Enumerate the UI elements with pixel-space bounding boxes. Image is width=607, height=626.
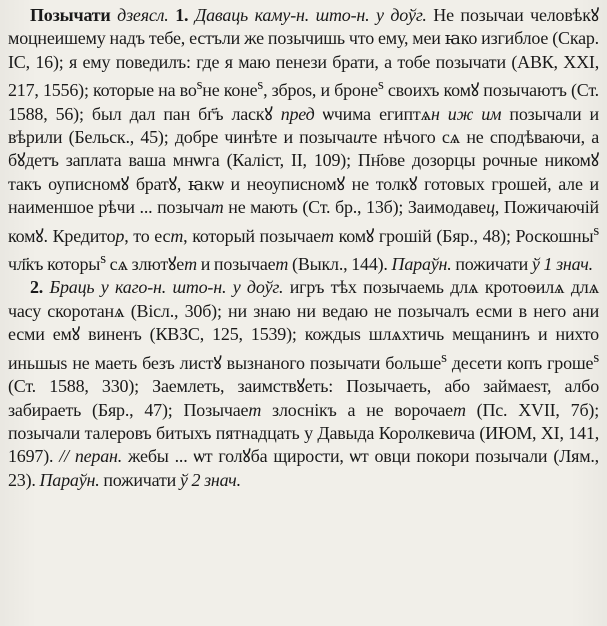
part-of-speech: дзеясл. bbox=[117, 5, 169, 25]
italic-fragment: т bbox=[210, 197, 224, 218]
italic-fragment: т bbox=[248, 399, 262, 420]
entry-sense-1 bbox=[8, 0, 599, 276]
superscript: s bbox=[441, 349, 447, 366]
sense-2-text: (Пс. XVII, 7б); позычали талеровъ битыхъ пятнадцать у Давыда Королкевича (ИЮМ, XI, 141, 1697). bbox=[8, 399, 599, 467]
entry-sense-2 bbox=[8, 276, 599, 492]
superscript: s bbox=[593, 349, 599, 366]
parallel-reference: ў 2 знач. bbox=[179, 469, 241, 490]
italic-fragment: т bbox=[275, 254, 289, 275]
italic-fragment: т bbox=[452, 399, 466, 420]
italic-fragment: р bbox=[115, 225, 125, 246]
sense-1-text: ѡчима египтѧ bbox=[314, 103, 431, 124]
sense-1-text: и позычае bbox=[196, 254, 276, 275]
superscript: s bbox=[196, 77, 203, 94]
italic-fragment: т bbox=[184, 254, 197, 275]
sense-2-text: ѳилѧ длѧ часу скоротанѧ (Вісл., 30б); ни знаю ни ведаю не позычалъ есми в него ани есми емꙋ виненъ (КВЗС, 125, 1539); кождыs шлѧхтичь мещанинъ и нихто иньшыs не маеть безъ листꙋ вызнаного позычати больше bbox=[8, 277, 599, 373]
sense-1-text: , то ес bbox=[124, 225, 171, 246]
sense-1-text: сѧ злютꙋе bbox=[105, 254, 185, 275]
headword: Позычати bbox=[30, 5, 111, 25]
sense-2-text: злоснікъ а не ворочае bbox=[261, 399, 453, 420]
sense-1-text: позычали и вѣрили (Бельск., 45); добре чинѣте и позыча bbox=[8, 103, 599, 148]
italic-fragment: и bbox=[352, 127, 362, 148]
sense-2-text: десети копъ гроше bbox=[446, 352, 594, 373]
sense-1-text: не коне bbox=[202, 80, 258, 101]
sense-1-text: , который позычае bbox=[183, 225, 322, 246]
superscript: s bbox=[100, 251, 106, 268]
sense-1-text: не мають (Ст. бр., 13б); Заимодаве bbox=[223, 197, 487, 218]
sense-1-text: те нѣчого сѧ не сподѣваючи, а бꙋдетъ заплата ваша мнѡга (Каліст, II, 109); Пн҃ове дозорцы рочные никомꙋ такъ оуписномꙋ братꙋ, ꙗкѡ и неоуписномꙋ не толкꙋ готовых грошей, але и наименшое рѣчи ... позыча bbox=[8, 127, 599, 218]
italic-fragment: ц bbox=[486, 197, 495, 218]
parallel-word: пожичати bbox=[99, 469, 180, 490]
sense-1-text: комꙋ грошій (Бяр., 48); Роскошны bbox=[333, 225, 594, 246]
sense-2-definition: Браць у каго-н. што-н. у доўг. bbox=[49, 277, 284, 298]
sense-number-2: 2. bbox=[30, 277, 44, 298]
italic-fragment: т bbox=[321, 225, 334, 246]
sense-2-text: жебы ... ѡт голꙋба щирости, ѡт овци покори позычали (Лям., 23). bbox=[8, 446, 599, 490]
parallel-label: Параўн. bbox=[391, 254, 452, 275]
italic-fragment: н иж им bbox=[430, 103, 502, 124]
sense-1-definition: Даваць каму-н. што-н. у доўг. bbox=[194, 5, 427, 25]
parallel-word: пожичати bbox=[451, 254, 532, 275]
comparison-label: // перан. bbox=[59, 446, 123, 467]
sense-1-text: , зброs bbox=[263, 80, 312, 101]
superscript: s bbox=[257, 77, 264, 94]
sense-1-text: , и броне bbox=[311, 80, 378, 101]
superscript: s bbox=[593, 222, 600, 239]
sense-2-text: (Ст. 1588, 330); Заемлеть, заимствꙋеть: Позычаеть, або займаеs bbox=[8, 376, 541, 397]
sense-1-text: (Выкл., 144). bbox=[288, 254, 392, 275]
sense-2-text: т, албо забираеть (Бяр., 47); Позычае bbox=[8, 376, 599, 420]
parallel-reference: ў 1 знач. bbox=[531, 254, 593, 275]
italic-fragment: т bbox=[170, 225, 184, 246]
sense-number-1: 1. bbox=[175, 5, 189, 25]
sense-1-text: , Пожичаючій комꙋ. Кредито bbox=[8, 197, 599, 246]
sense-1-text: Не позычаи человѣкꙋ моцнеишему надъ тебе, естъли же позычишь что ему, меи ꙗко изгиблое (Скар. ІС, 16); я ему поведилъ: где я маю пенези брати, а тобе позычати (АВК, XXI, 217, 1556); которые на во bbox=[8, 5, 599, 101]
parallel-label: Параўн. bbox=[39, 469, 100, 490]
sense-1-text: своихъ комꙋ позычаютъ (Ст. 1588, 56); был дал пан бг҃ъ ласкꙋ bbox=[8, 80, 599, 124]
italic-fragment: пред bbox=[280, 103, 315, 124]
sense-1-text: чл҃къ которы bbox=[8, 254, 101, 275]
sense-2-text: игръ тѣх позычаемь длѧ крото bbox=[283, 277, 527, 298]
superscript: s bbox=[377, 77, 384, 94]
